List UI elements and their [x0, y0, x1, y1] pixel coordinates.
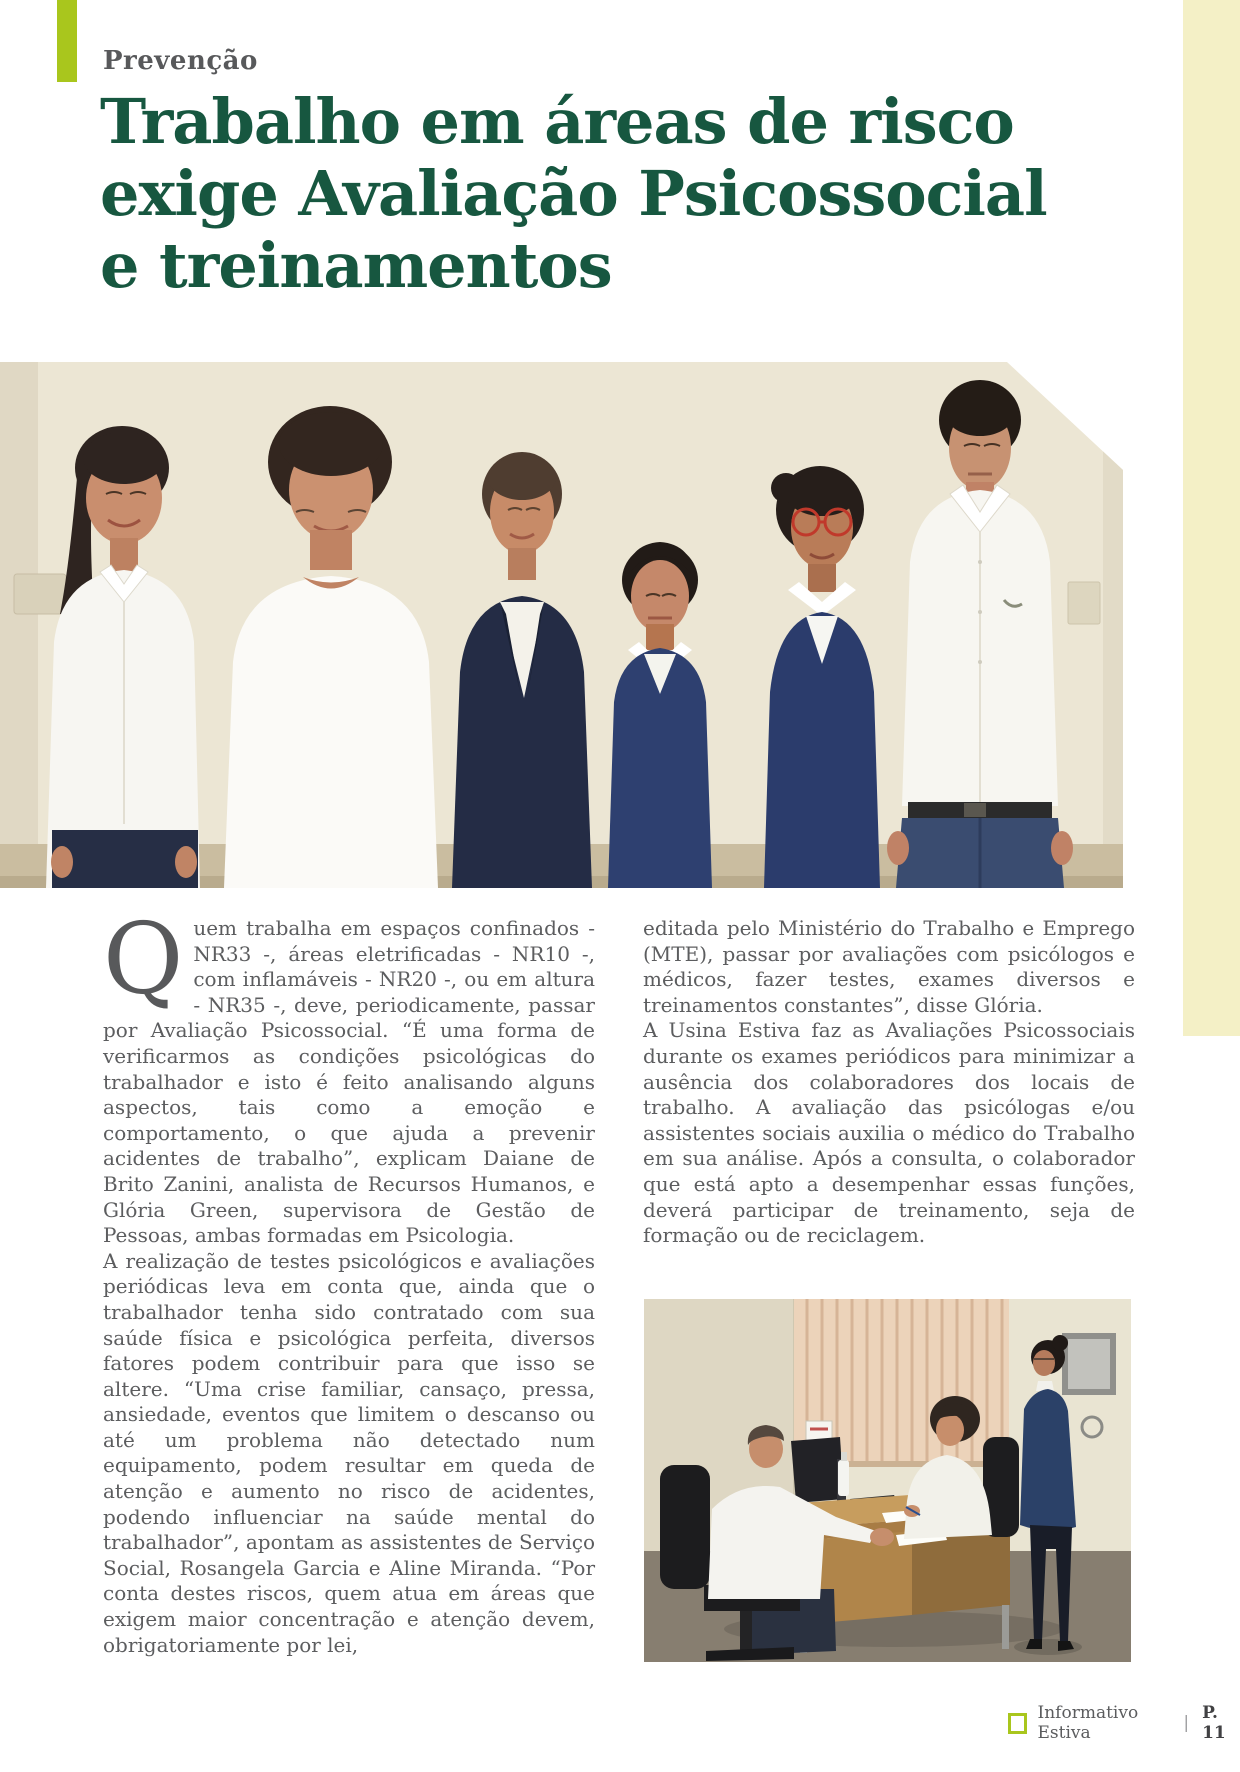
- paragraph: editada pelo Ministério do Trabalho e Emprego (MTE), passar por avaliações com psicólogos e médicos, fazer testes, exames diversos e treinamentos constantes”, disse Glória.: [643, 916, 1135, 1017]
- consultation-photo: [644, 1299, 1131, 1662]
- sanitizer-bottle: [838, 1460, 849, 1496]
- section-kicker: Prevenção: [103, 46, 258, 76]
- light-switch: [1068, 582, 1100, 624]
- paragraph: A Usina Estiva faz as Avaliações Psicossociais durante os exames periódicos para minimizar a ausência dos colaboradores dos locais de trabalho. A avaliação das psicólogas e/ou assistentes sociais auxilia o médico do Trabalho em sua análise. Após a consulta, o colaborador que está apto a desempenhar essas funções, deverá participar de treinamento, seja de formação ou de reciclagem.: [643, 1018, 1135, 1248]
- office-chair: [660, 1465, 710, 1589]
- monitor: [791, 1437, 844, 1503]
- consultation-photo-illustration: [644, 1299, 1131, 1662]
- footer-separator: |: [1183, 1713, 1190, 1733]
- headline-line: Trabalho em áreas de risco: [100, 85, 1014, 158]
- page-footer: [1008, 1703, 1240, 1743]
- accent-bar: [57, 0, 77, 82]
- footer-square-icon: [1008, 1713, 1027, 1734]
- page-number: P. 11: [1202, 1703, 1226, 1743]
- article-column-right: [643, 916, 1135, 1249]
- paragraph: [103, 903, 595, 1249]
- paragraph: A realização de testes psicológicos e avaliações periódicas leva em conta que, ainda que o trabalhador tenha sido contratado com sua saúde física e psicológica perfeita, diversos fatores podem contribuir para que isso se altere. “Uma crise familiar, cansaço, pressa, ansiedade, eventos que limitem o descanso ou até um problema não detectado num equipamento, podem resultar em queda de atenção e aumento no risco de acidentes, podendo influenciar na saúde mental do trabalhador”, apontam as assistentes de Serviço Social, Rosangela Garcia e Aline Miranda. “Por conta destes riscos, quem atua em áreas que exigem maior concentração e atenção devem, obrigatoriamente por lei,: [103, 1248, 595, 1657]
- article-headline: [100, 86, 1180, 302]
- headline-line: exige Avaliação Psicossocial: [100, 157, 1047, 230]
- group-photo: [0, 362, 1123, 888]
- paragraph-text: uem trabalha em espaços confinados - NR33 -, áreas eletrificadas - NR10 -, com inflamáveis - NR20 -, ou em altura - NR35 -, deve, periodicamente, passar por Avaliação Psicossocial. “É uma forma de verificarmos as condições psicológicas do trabalhador e isto é feito analisando alguns aspectos, tais como a emoção e comportamento, o que ajuda a prevenir acidentes de trabalho”, explicam Daiane de Brito Zanini, analista de Recursos Humanos, e Glória Green, supervisora de Gestão de Pessoas, ambas formadas em Psicologia.: [103, 916, 595, 1248]
- drop-cap: Q: [103, 903, 184, 1017]
- article-column-left: [103, 903, 595, 1658]
- group-photo-illustration: [0, 362, 1123, 888]
- side-color-band: [1183, 0, 1240, 1036]
- headline-line: e treinamentos: [100, 229, 612, 302]
- light-switch: [14, 574, 66, 614]
- publication-name: Informativo Estiva: [1037, 1703, 1139, 1743]
